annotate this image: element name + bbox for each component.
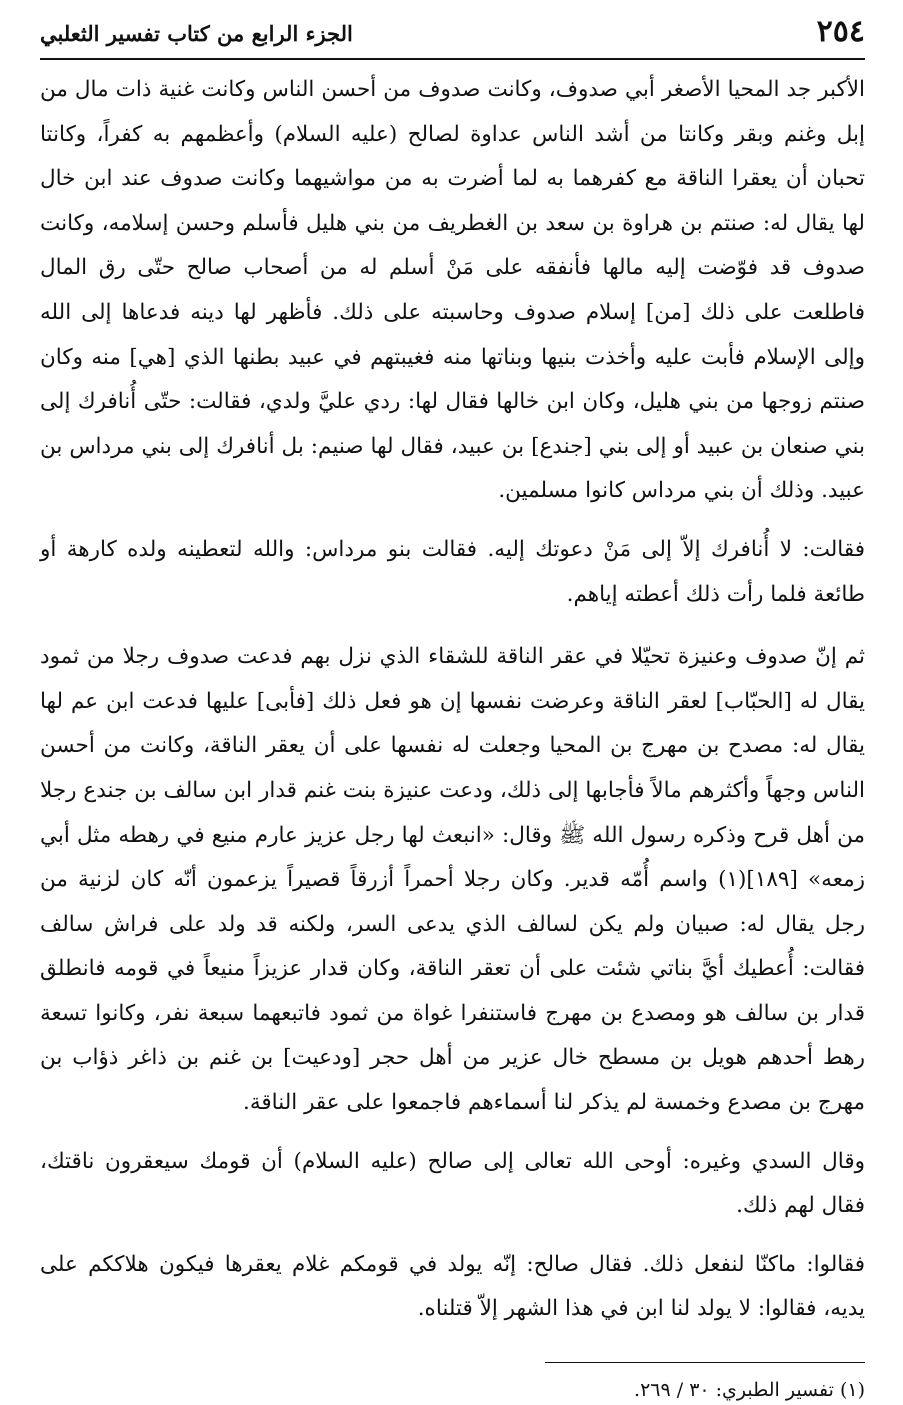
paragraph-5: فقالوا: ماكنّا لنفعل ذلك. فقال صالح: إنّه يولد في قومكم غلام يعقرها فيكون هلاككم على يديه، فقالوا: لا يولد لنا ابن في هذا الشهر إلاّ قتلناه. bbox=[40, 1251, 865, 1322]
footnote: (١) تفسير الطبري: ٣٠ / ٢٦٩. bbox=[634, 1379, 865, 1402]
body-text bbox=[40, 68, 865, 1332]
running-title: الجزء الرابع من كتاب تفسير الثعلبي bbox=[40, 21, 353, 46]
paragraph-2: فقالت: لا أُنافرك إلاّ إلى مَنْ دعوتك إليه. فقالت بنو مرداس: والله لتعطينه ولده كارهة أو طائعة فلما رأت ذلك أعطته إياهم. bbox=[40, 536, 865, 607]
paragraph-4: وقال السدي وغيره: أوحى الله تعالى إلى صالح (عليه السلام) أن قومك سيعقرون ناقتك، فقال لهم ذلك. bbox=[40, 1148, 865, 1219]
paragraph-3: ثم إنّ صدوف وعنيزة تحيّلا في عقر الناقة للشقاء الذي نزل بهم فدعت صدوف رجلا من ثمود يقال له [الحبّاب] لعقر الناقة وعرضت نفسها إن هو فعل ذلك [فأبى] عليها فدعت ابن عم لها يقال له: مصدح بن مهرج بن المحيا وجعلت له نفسها على أن يعقر الناقة، وكانت من أحسن الناس وجهاً وأكثرهم مالاً فأجابها إلى ذلك، ودعت عنيزة بنت غنم قدار ابن سالف بن جندع رجلا من أهل قرح وذكره رسول الله ﷺ وقال: «انبعث لها رجل عزيز عارم منيع في رهطه مثل أبي زمعه» [١٨٩](١) واسم أُمّه قدير. وكان رجلا أحمراً أزرقاً قصيراً يزعمون أنّه كان لزنية من رجل يقال له: صبيان ولم يكن لسالف الذي يدعى السر، ولكنه قد ولد على فراش سالف فقالت: أُعطيك أيَّ بناتي شئت على أن تعقر الناقة، وكان قدار عزيزاً منيعاً في قومه فانطلق قدار بن سالف هو ومصدع بن مهرج فاستنفرا غواة من ثمود فاتبعهما سبعة نفر، وكانوا تسعة رهط أحدهم هويل بن مسطح خال عزير من أهل حجر [ودعيت] بن غنم بن ذاغر ذؤاب بن مهرج بن مصدع وخمسة لم يذكر لنا أسماءهم فاجمعوا على عقر الناقة. bbox=[40, 644, 865, 1116]
paragraph-1: الأكبر جد المحيا الأصغر أبي صدوف، وكانت صدوف من أحسن الناس وكانت غنية ذات مال من إبل وغنم وبقر وكانتا من أشد الناس عداوة لصالح (عليه السلام) وأعظمهم به كفراً، وكانتا تحبان أن يعقرا الناقة مع كفرهما به لما أضرت به من مواشيهما وكانت صدوف عند ابن خال لها يقال له: صنتم بن هراوة بن سعد بن الغطريف من بني هليل فأسلم وحسن إسلامه، وكانت صدوف قد فوّضت إليه مالها فأنفقه على مَنْ أسلم له من أصحاب صالح حتّى رق المال فاطلعت على ذلك [من] إسلام صدوف وحاسبته على ذلك. فأظهر لها دينه فدعاها إلى الله وإلى الإسلام فأبت عليه وأخذت بنيها وبناتها منه فغيبتهم في عبيد بطنها الذي [هي] منه وكان صنتم زوجها من بني هليل، وكان ابن خالها فقال لها: ردي عليَّ ولدي، فقالت: حتّى أُنافرك إلى بني صنعان بن عبيد أو إلى بني [جندع] بن عبيد، فقال لها صنيم: بل أنافرك إلى بني مرداس بن عبيد. وذلك أن بني مرداس كانوا مسلمين. bbox=[40, 77, 865, 504]
footnote-rule bbox=[545, 1362, 865, 1363]
page-header bbox=[40, 14, 865, 58]
page-number: ٢٥٤ bbox=[816, 14, 865, 49]
header-rule bbox=[40, 58, 865, 60]
